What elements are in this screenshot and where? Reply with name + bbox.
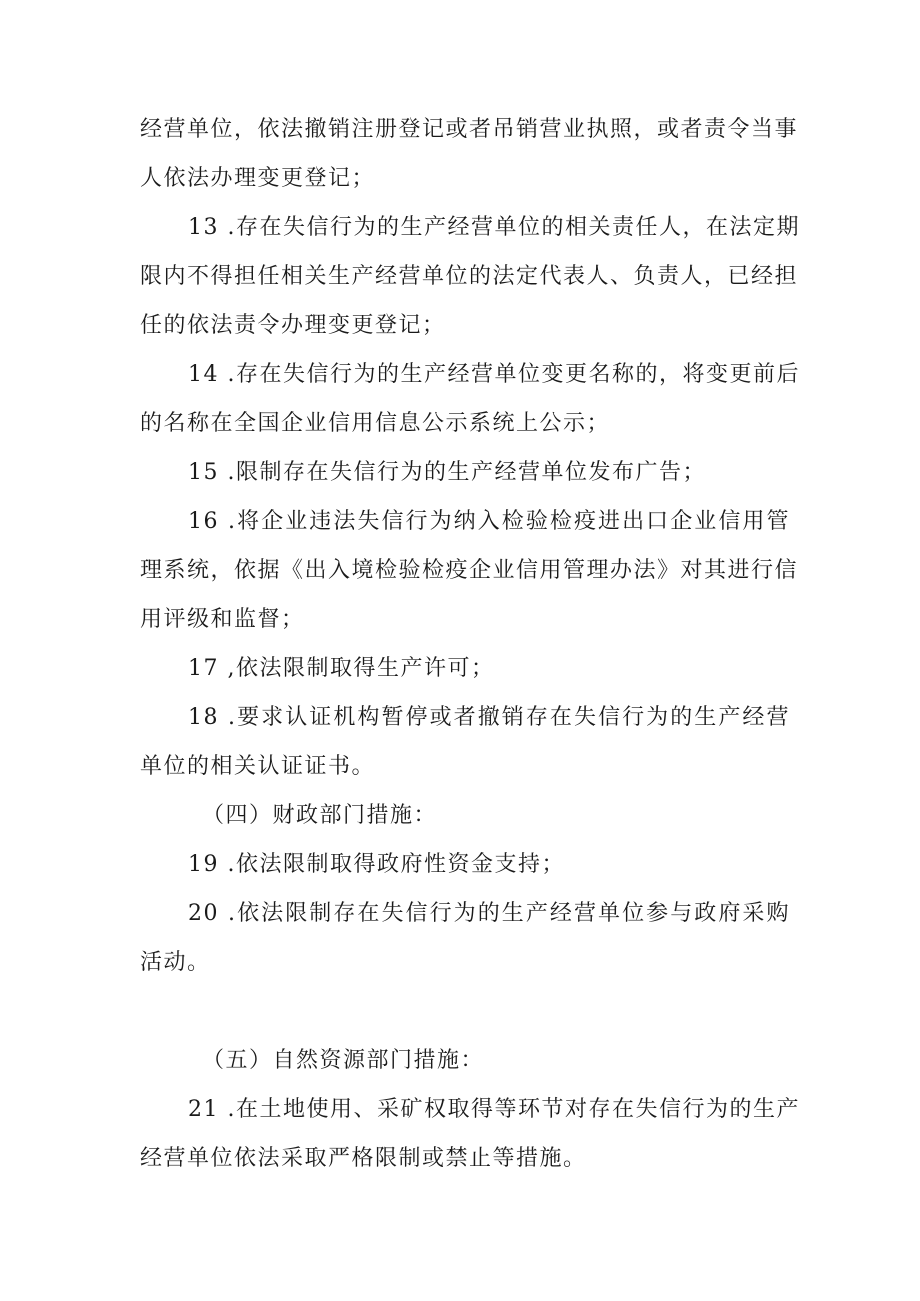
item-15-line: 15 .限制存在失信行为的生产经营单位发布广告； <box>188 460 706 485</box>
item-14-line: 14 .存在失信行为的生产经营单位变更名称的，将变更前后 <box>188 362 800 387</box>
item-13-line: 13 .存在失信行为的生产经营单位的相关责任人，在法定期 <box>188 215 800 240</box>
text-line: 限内不得担任相关生产经营单位的法定代表人、负责人，已经担 <box>140 264 799 289</box>
text-line: 经营单位依法采取严格限制或禁止等措施。 <box>140 1146 587 1171</box>
item-16-line: 16 .将企业违法失信行为纳入检验检疫进出口企业信用管 <box>188 509 790 534</box>
text-line: 人依法办理变更登记； <box>140 166 376 191</box>
text-line: 理系统，依据《出入境检验检疫企业信用管理办法》对其进行信 <box>140 558 799 583</box>
item-20-line: 20 .依法限制存在失信行为的生产经营单位参与政府采购 <box>188 901 790 926</box>
text-line: 用评级和监督； <box>140 607 305 632</box>
item-17-line: 17 ,依法限制取得生产许可； <box>188 656 495 681</box>
text-line: 单位的相关认证证书。 <box>140 754 376 779</box>
text-line: 的名称在全国企业信用信息公示系统上公示； <box>140 411 611 436</box>
item-21-line: 21 .在土地使用、采矿权取得等环节对存在失信行为的生产 <box>188 1097 800 1122</box>
section-heading-finance: （四）财政部门措施： <box>202 803 438 828</box>
text-line: 任的依法责令办理变更登记； <box>140 313 446 338</box>
item-18-line: 18 .要求认证机构暂停或者撤销存在失信行为的生产经营 <box>188 705 790 730</box>
text-line: 活动。 <box>140 950 211 975</box>
item-19-line: 19 .依法限制取得政府性资金支持； <box>188 852 565 877</box>
text-line: 经营单位，依法撤销注册登记或者吊销营业执照，或者责令当事 <box>140 117 799 142</box>
section-heading-natural-resources: （五）自然资源部门措施： <box>202 1048 485 1073</box>
